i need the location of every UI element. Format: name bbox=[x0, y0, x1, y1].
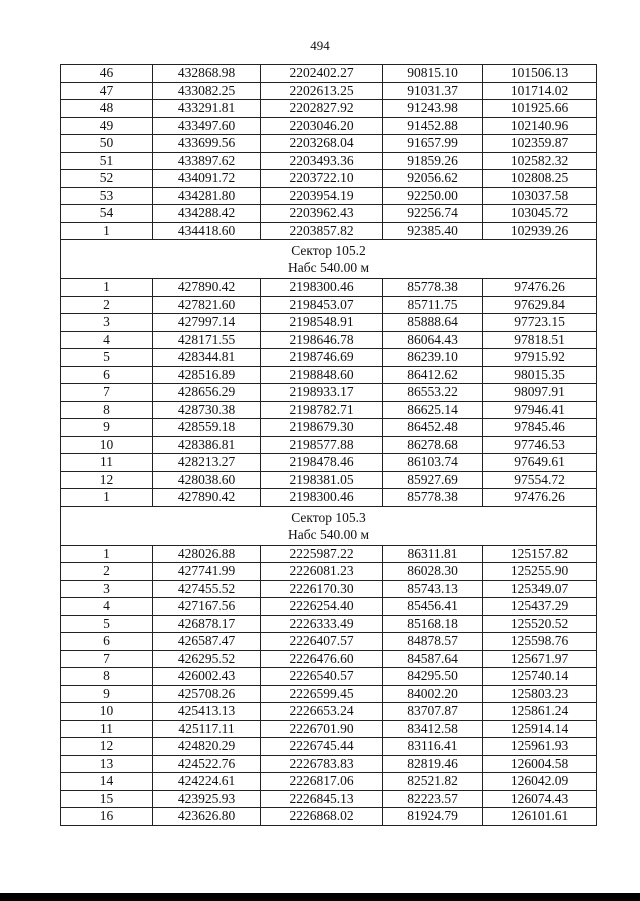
table-row bbox=[61, 685, 597, 703]
table-row bbox=[61, 633, 597, 651]
table-row bbox=[61, 790, 597, 808]
y-msk-cell: 2226170.30 bbox=[261, 580, 383, 598]
x-msk-cell: 433291.81 bbox=[153, 100, 261, 118]
sector-absolute-height: Набс 540.00 м bbox=[287, 260, 370, 275]
y-msk-cell: 2203962.43 bbox=[261, 205, 383, 223]
x-msk-cell: 428026.88 bbox=[153, 545, 261, 563]
table-row bbox=[61, 100, 597, 118]
y-local-cell: 101506.13 bbox=[483, 65, 597, 83]
y-local-cell: 98097.91 bbox=[483, 384, 597, 402]
y-msk-cell: 2226701.90 bbox=[261, 720, 383, 738]
y-msk-cell: 2198300.46 bbox=[261, 489, 383, 507]
x-local-cell: 86278.68 bbox=[383, 436, 483, 454]
point-number-cell: 2 bbox=[61, 296, 153, 314]
point-number-cell: 8 bbox=[61, 668, 153, 686]
x-local-cell: 84295.50 bbox=[383, 668, 483, 686]
x-msk-cell: 434091.72 bbox=[153, 170, 261, 188]
y-local-cell: 126101.61 bbox=[483, 808, 597, 826]
x-local-cell: 83116.41 bbox=[383, 738, 483, 756]
y-msk-cell: 2198679.30 bbox=[261, 419, 383, 437]
x-msk-cell: 433897.62 bbox=[153, 152, 261, 170]
y-local-cell: 126042.09 bbox=[483, 773, 597, 791]
point-number-cell: 15 bbox=[61, 790, 153, 808]
y-local-cell: 126004.58 bbox=[483, 755, 597, 773]
x-msk-cell: 427167.56 bbox=[153, 598, 261, 616]
y-msk-cell: 2226599.45 bbox=[261, 685, 383, 703]
sector-absolute-height: Набс 540.00 м bbox=[287, 526, 370, 542]
table-row bbox=[61, 755, 597, 773]
y-msk-cell: 2226081.23 bbox=[261, 563, 383, 581]
y-msk-cell: 2226868.02 bbox=[261, 808, 383, 826]
x-local-cell: 83412.58 bbox=[383, 720, 483, 738]
table-row bbox=[61, 436, 597, 454]
table-row bbox=[61, 279, 597, 297]
point-number-cell: 48 bbox=[61, 100, 153, 118]
y-msk-cell: 2202402.27 bbox=[261, 65, 383, 83]
y-msk-cell: 2203722.10 bbox=[261, 170, 383, 188]
y-msk-cell: 2226745.44 bbox=[261, 738, 383, 756]
point-number-cell: 1 bbox=[61, 545, 153, 563]
x-msk-cell: 428038.60 bbox=[153, 471, 261, 489]
x-local-cell: 81924.79 bbox=[383, 808, 483, 826]
y-local-cell: 125437.29 bbox=[483, 598, 597, 616]
y-msk-cell: 2226476.60 bbox=[261, 650, 383, 668]
point-number-cell: 7 bbox=[61, 650, 153, 668]
y-msk-cell: 2198933.17 bbox=[261, 384, 383, 402]
table-row bbox=[61, 650, 597, 668]
x-msk-cell: 428344.81 bbox=[153, 349, 261, 367]
y-msk-cell: 2198453.07 bbox=[261, 296, 383, 314]
x-msk-cell: 433082.25 bbox=[153, 82, 261, 100]
table-row bbox=[61, 773, 597, 791]
point-number-cell: 50 bbox=[61, 135, 153, 153]
y-local-cell: 97649.61 bbox=[483, 454, 597, 472]
point-number-cell: 4 bbox=[61, 598, 153, 616]
x-local-cell: 86412.62 bbox=[383, 366, 483, 384]
y-local-cell: 102359.87 bbox=[483, 135, 597, 153]
x-msk-cell: 433497.60 bbox=[153, 117, 261, 135]
x-msk-cell: 426002.43 bbox=[153, 668, 261, 686]
y-local-cell: 125598.76 bbox=[483, 633, 597, 651]
point-number-cell: 47 bbox=[61, 82, 153, 100]
y-msk-cell: 2226783.83 bbox=[261, 755, 383, 773]
y-local-cell: 102808.25 bbox=[483, 170, 597, 188]
y-msk-cell: 2198746.69 bbox=[261, 349, 383, 367]
y-msk-cell: 2203954.19 bbox=[261, 187, 383, 205]
point-number-cell: 4 bbox=[61, 331, 153, 349]
x-local-cell: 91243.98 bbox=[383, 100, 483, 118]
y-local-cell: 97476.26 bbox=[483, 279, 597, 297]
point-number-cell: 54 bbox=[61, 205, 153, 223]
table-row bbox=[61, 65, 597, 83]
y-msk-cell: 2203857.82 bbox=[261, 222, 383, 240]
y-msk-cell: 2226653.24 bbox=[261, 703, 383, 721]
y-local-cell: 125520.52 bbox=[483, 615, 597, 633]
x-msk-cell: 426878.17 bbox=[153, 615, 261, 633]
x-local-cell: 85456.41 bbox=[383, 598, 483, 616]
table-row bbox=[61, 738, 597, 756]
y-msk-cell: 2198300.46 bbox=[261, 279, 383, 297]
y-msk-cell: 2202827.92 bbox=[261, 100, 383, 118]
x-local-cell: 84002.20 bbox=[383, 685, 483, 703]
x-msk-cell: 428386.81 bbox=[153, 436, 261, 454]
table-row bbox=[61, 296, 597, 314]
point-number-cell: 12 bbox=[61, 471, 153, 489]
table-row bbox=[61, 117, 597, 135]
x-msk-cell: 423925.93 bbox=[153, 790, 261, 808]
sector-title: Сектор 105.2 bbox=[291, 243, 366, 258]
point-number-cell: 12 bbox=[61, 738, 153, 756]
y-msk-cell: 2202613.25 bbox=[261, 82, 383, 100]
x-msk-cell: 428171.55 bbox=[153, 331, 261, 349]
x-local-cell: 91452.88 bbox=[383, 117, 483, 135]
y-local-cell: 102140.96 bbox=[483, 117, 597, 135]
y-msk-cell: 2198478.46 bbox=[261, 454, 383, 472]
x-msk-cell: 425413.13 bbox=[153, 703, 261, 721]
table-row bbox=[61, 135, 597, 153]
x-msk-cell: 434288.42 bbox=[153, 205, 261, 223]
x-msk-cell: 423626.80 bbox=[153, 808, 261, 826]
table-row bbox=[61, 720, 597, 738]
x-msk-cell: 424224.61 bbox=[153, 773, 261, 791]
x-msk-cell: 427890.42 bbox=[153, 279, 261, 297]
sector-header-row bbox=[61, 240, 597, 279]
point-number-cell: 3 bbox=[61, 314, 153, 332]
table-row bbox=[61, 668, 597, 686]
point-number-cell: 49 bbox=[61, 117, 153, 135]
x-local-cell: 92250.00 bbox=[383, 187, 483, 205]
y-local-cell: 103037.58 bbox=[483, 187, 597, 205]
point-number-cell: 46 bbox=[61, 65, 153, 83]
sector-header bbox=[61, 506, 597, 545]
x-msk-cell: 434418.60 bbox=[153, 222, 261, 240]
y-local-cell: 125349.07 bbox=[483, 580, 597, 598]
x-local-cell: 86028.30 bbox=[383, 563, 483, 581]
table-row bbox=[61, 545, 597, 563]
table-row bbox=[61, 384, 597, 402]
x-local-cell: 86553.22 bbox=[383, 384, 483, 402]
x-local-cell: 91859.26 bbox=[383, 152, 483, 170]
y-local-cell: 97723.15 bbox=[483, 314, 597, 332]
table-row bbox=[61, 187, 597, 205]
y-local-cell: 126074.43 bbox=[483, 790, 597, 808]
x-local-cell: 82521.82 bbox=[383, 773, 483, 791]
table-row bbox=[61, 419, 597, 437]
y-msk-cell: 2226845.13 bbox=[261, 790, 383, 808]
table-row bbox=[61, 615, 597, 633]
y-msk-cell: 2198782.71 bbox=[261, 401, 383, 419]
y-msk-cell: 2198548.91 bbox=[261, 314, 383, 332]
point-number-cell: 2 bbox=[61, 563, 153, 581]
point-number-cell: 9 bbox=[61, 685, 153, 703]
x-msk-cell: 424820.29 bbox=[153, 738, 261, 756]
x-local-cell: 84587.64 bbox=[383, 650, 483, 668]
y-local-cell: 103045.72 bbox=[483, 205, 597, 223]
y-local-cell: 125740.14 bbox=[483, 668, 597, 686]
x-msk-cell: 425708.26 bbox=[153, 685, 261, 703]
table-row bbox=[61, 152, 597, 170]
x-msk-cell: 427455.52 bbox=[153, 580, 261, 598]
table-row bbox=[61, 703, 597, 721]
table-row bbox=[61, 401, 597, 419]
x-local-cell: 85168.18 bbox=[383, 615, 483, 633]
table-row bbox=[61, 563, 597, 581]
x-msk-cell: 425117.11 bbox=[153, 720, 261, 738]
x-local-cell: 84878.57 bbox=[383, 633, 483, 651]
point-number-cell: 10 bbox=[61, 703, 153, 721]
y-msk-cell: 2225987.22 bbox=[261, 545, 383, 563]
x-msk-cell: 433699.56 bbox=[153, 135, 261, 153]
y-msk-cell: 2226254.40 bbox=[261, 598, 383, 616]
table-row bbox=[61, 314, 597, 332]
table-row bbox=[61, 366, 597, 384]
x-local-cell: 91657.99 bbox=[383, 135, 483, 153]
y-local-cell: 125157.82 bbox=[483, 545, 597, 563]
table-row bbox=[61, 489, 597, 507]
x-msk-cell: 428213.27 bbox=[153, 454, 261, 472]
x-local-cell: 86452.48 bbox=[383, 419, 483, 437]
sector-header bbox=[61, 240, 597, 279]
coordinates-table bbox=[60, 64, 597, 826]
y-msk-cell: 2203493.36 bbox=[261, 152, 383, 170]
point-number-cell: 53 bbox=[61, 187, 153, 205]
y-local-cell: 101925.66 bbox=[483, 100, 597, 118]
y-msk-cell: 2226540.57 bbox=[261, 668, 383, 686]
x-msk-cell: 426587.47 bbox=[153, 633, 261, 651]
y-msk-cell: 2203046.20 bbox=[261, 117, 383, 135]
y-local-cell: 97915.92 bbox=[483, 349, 597, 367]
point-number-cell: 16 bbox=[61, 808, 153, 826]
point-number-cell: 3 bbox=[61, 580, 153, 598]
x-msk-cell: 427741.99 bbox=[153, 563, 261, 581]
x-msk-cell: 427821.60 bbox=[153, 296, 261, 314]
table-row bbox=[61, 580, 597, 598]
x-msk-cell: 428559.18 bbox=[153, 419, 261, 437]
y-msk-cell: 2226817.06 bbox=[261, 773, 383, 791]
table-row bbox=[61, 331, 597, 349]
y-local-cell: 101714.02 bbox=[483, 82, 597, 100]
y-msk-cell: 2198646.78 bbox=[261, 331, 383, 349]
y-local-cell: 102582.32 bbox=[483, 152, 597, 170]
x-local-cell: 91031.37 bbox=[383, 82, 483, 100]
point-number-cell: 1 bbox=[61, 222, 153, 240]
y-local-cell: 97629.84 bbox=[483, 296, 597, 314]
y-local-cell: 102939.26 bbox=[483, 222, 597, 240]
x-msk-cell: 428730.38 bbox=[153, 401, 261, 419]
point-number-cell: 51 bbox=[61, 152, 153, 170]
table-row bbox=[61, 598, 597, 616]
x-msk-cell: 428656.29 bbox=[153, 384, 261, 402]
y-msk-cell: 2198848.60 bbox=[261, 366, 383, 384]
y-local-cell: 125255.90 bbox=[483, 563, 597, 581]
point-number-cell: 7 bbox=[61, 384, 153, 402]
y-local-cell: 125803.23 bbox=[483, 685, 597, 703]
x-local-cell: 92385.40 bbox=[383, 222, 483, 240]
x-local-cell: 82819.46 bbox=[383, 755, 483, 773]
x-local-cell: 90815.10 bbox=[383, 65, 483, 83]
x-local-cell: 86103.74 bbox=[383, 454, 483, 472]
y-msk-cell: 2226407.57 bbox=[261, 633, 383, 651]
table-row bbox=[61, 471, 597, 489]
table-row bbox=[61, 82, 597, 100]
table-row bbox=[61, 808, 597, 826]
y-local-cell: 97476.26 bbox=[483, 489, 597, 507]
x-msk-cell: 426295.52 bbox=[153, 650, 261, 668]
x-local-cell: 85711.75 bbox=[383, 296, 483, 314]
point-number-cell: 13 bbox=[61, 755, 153, 773]
x-local-cell: 85927.69 bbox=[383, 471, 483, 489]
x-msk-cell: 427997.14 bbox=[153, 314, 261, 332]
point-number-cell: 5 bbox=[61, 615, 153, 633]
y-local-cell: 97845.46 bbox=[483, 419, 597, 437]
point-number-cell: 11 bbox=[61, 720, 153, 738]
point-number-cell: 10 bbox=[61, 436, 153, 454]
point-number-cell: 8 bbox=[61, 401, 153, 419]
y-local-cell: 97554.72 bbox=[483, 471, 597, 489]
x-local-cell: 82223.57 bbox=[383, 790, 483, 808]
x-local-cell: 85888.64 bbox=[383, 314, 483, 332]
table-row bbox=[61, 454, 597, 472]
point-number-cell: 6 bbox=[61, 633, 153, 651]
point-number-cell: 11 bbox=[61, 454, 153, 472]
table-row bbox=[61, 349, 597, 367]
x-local-cell: 86625.14 bbox=[383, 401, 483, 419]
x-local-cell: 92256.74 bbox=[383, 205, 483, 223]
y-local-cell: 97946.41 bbox=[483, 401, 597, 419]
table-row bbox=[61, 222, 597, 240]
x-local-cell: 85778.38 bbox=[383, 279, 483, 297]
x-msk-cell: 424522.76 bbox=[153, 755, 261, 773]
point-number-cell: 14 bbox=[61, 773, 153, 791]
y-local-cell: 125861.24 bbox=[483, 703, 597, 721]
x-local-cell: 86311.81 bbox=[383, 545, 483, 563]
x-msk-cell: 432868.98 bbox=[153, 65, 261, 83]
sector-header-row bbox=[61, 506, 597, 545]
point-number-cell: 5 bbox=[61, 349, 153, 367]
page-number: 494 bbox=[310, 38, 330, 53]
y-msk-cell: 2226333.49 bbox=[261, 615, 383, 633]
point-number-cell: 6 bbox=[61, 366, 153, 384]
scan-edge-bar bbox=[0, 893, 640, 901]
point-number-cell: 52 bbox=[61, 170, 153, 188]
x-local-cell: 92056.62 bbox=[383, 170, 483, 188]
sector-title: Сектор 105.3 bbox=[291, 509, 366, 525]
x-msk-cell: 427890.42 bbox=[153, 489, 261, 507]
x-local-cell: 83707.87 bbox=[383, 703, 483, 721]
y-msk-cell: 2203268.04 bbox=[261, 135, 383, 153]
y-local-cell: 125671.97 bbox=[483, 650, 597, 668]
y-local-cell: 125914.14 bbox=[483, 720, 597, 738]
x-local-cell: 86239.10 bbox=[383, 349, 483, 367]
x-local-cell: 85778.38 bbox=[383, 489, 483, 507]
y-local-cell: 125961.93 bbox=[483, 738, 597, 756]
x-msk-cell: 434281.80 bbox=[153, 187, 261, 205]
point-number-cell: 9 bbox=[61, 419, 153, 437]
x-local-cell: 85743.13 bbox=[383, 580, 483, 598]
y-local-cell: 98015.35 bbox=[483, 366, 597, 384]
y-local-cell: 97818.51 bbox=[483, 331, 597, 349]
table-row bbox=[61, 205, 597, 223]
x-local-cell: 86064.43 bbox=[383, 331, 483, 349]
y-msk-cell: 2198577.88 bbox=[261, 436, 383, 454]
point-number-cell: 1 bbox=[61, 279, 153, 297]
y-local-cell: 97746.53 bbox=[483, 436, 597, 454]
table-row bbox=[61, 170, 597, 188]
y-msk-cell: 2198381.05 bbox=[261, 471, 383, 489]
point-number-cell: 1 bbox=[61, 489, 153, 507]
x-msk-cell: 428516.89 bbox=[153, 366, 261, 384]
